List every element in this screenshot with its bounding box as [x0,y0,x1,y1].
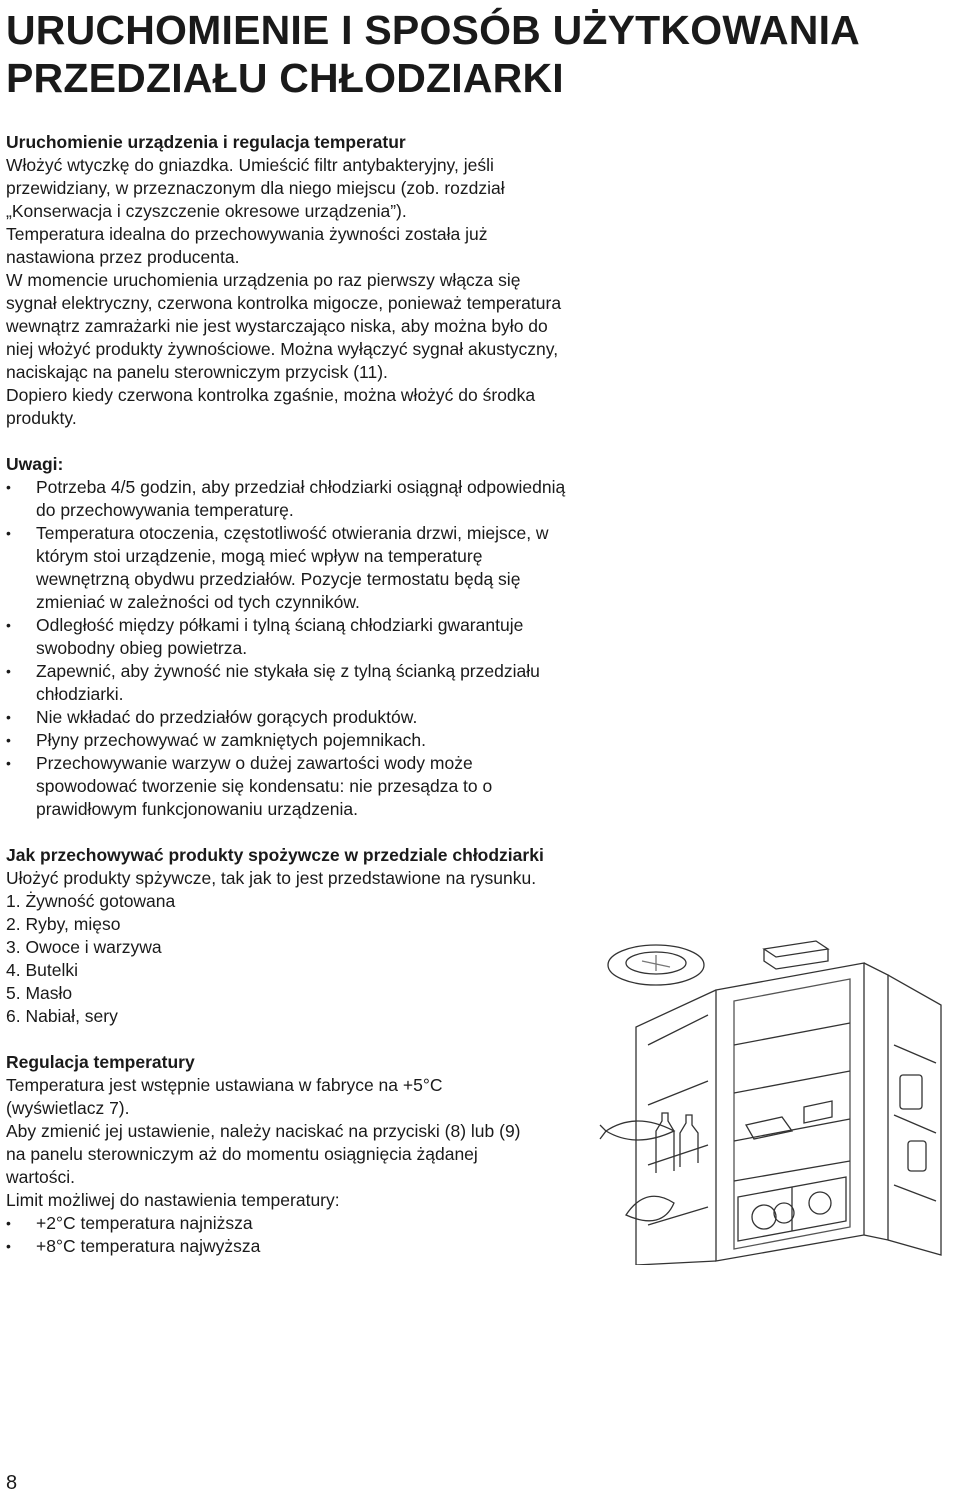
list-item-line: spowodować tworzenie się kondensatu: nie przesądza to o [36,776,493,796]
list-item: 3. Owoce i warzywa [6,937,162,957]
text-line: Włożyć wtyczkę do gniazdka. Umieścić filtr antybakteryjny, jeśli [6,155,494,175]
text-line: na panelu sterowniczym aż do momentu osiągnięcia żądanej [6,1144,478,1164]
list-item-line: • Odległość między półkami i tylną ścianą chłodziarki gwarantuje [36,615,524,635]
list-item-line: • Przechowywanie warzyw o dużej zawartości wody może [36,753,473,773]
text-line: produkty. [6,408,77,428]
list-item: • +2°C temperatura najniższa [6,1212,626,1235]
list-item: 4. Butelki [6,960,78,980]
list-item [6,614,626,660]
page-number: 8 [6,1472,18,1494]
list-item-line: wewnętrzną obydwu przedziałów. Pozycje termostatu będą się [36,569,521,589]
list-item: 2. Ryby, mięso [6,914,121,934]
page-title-line-2: PRZEDZIAŁU CHŁODZIARKI [6,55,564,101]
fridge-drawing [596,935,950,1265]
text-line: Ułożyć produkty spżywcze, tak jak to jest przedstawione na rysunku. [6,868,537,888]
text-line: Aby zmienić jej ustawienie, należy naciskać na przyciski (8) lub (9) [6,1121,521,1141]
text-line: sygnał elektryczny, czerwona kontrolka migocze, ponieważ temperatura [6,293,562,313]
text-line: niej włożyć produkty żywnościowe. Można wyłączyć sygnał akustyczny, [6,339,559,359]
list-item [6,476,626,522]
page-title-line-1: URUCHOMIENIE I SPOSÓB UŻYTKOWANIA [6,7,860,53]
door-right [888,975,941,1255]
list-item [6,706,626,729]
text-line: (wyświetlacz 7). [6,1098,130,1118]
list-item-line: • Zapewnić, aby żywność nie stykała się z tylną ścianką przedziału [36,661,540,681]
list-item-line: prawidłowym funkcjonowaniu urządzenia. [36,799,358,819]
list-item [6,752,626,821]
spacer [6,821,626,844]
spacer [6,430,626,453]
list-item-line: chłodziarki. [36,684,124,704]
text-line: Limit możliwej do nastawienia temperatury: [6,1190,340,1210]
section-heading-storage: Jak przechowywać produkty spożywcze w przedziale chłodziarki [6,845,544,865]
text-line: naciskając na panelu sterowniczym przycisk (11). [6,362,388,382]
list-item-line: którym stoi urządzenie, mogą mieć wpływ na temperaturę [36,546,483,566]
list-item: • +8°C temperatura najwyższa [6,1235,626,1258]
cabinet-side [864,963,888,1240]
list-item-line: • Nie wkładać do przedziałów gorących produktów. [36,707,418,727]
list-item: 6. Nabiał, sery [6,1006,118,1026]
text-line: „Konserwacja i czyszczenie okresowe urządzenia”). [6,201,407,221]
storage-list [6,890,626,1028]
list-item [6,522,626,614]
list-item-line: • Potrzeba 4/5 godzin, aby przedział chłodziarki osiągnął odpowiednią [36,477,566,497]
text-line: W momencie uruchomienia urządzenia po raz pierwszy włącza się [6,270,521,290]
page-title [6,6,956,102]
list-item-line: zmieniać w zależności od tych czynników. [36,592,360,612]
list-item: 5. Masło [6,983,73,1003]
text-line: nastawiona przez producenta. [6,247,240,267]
list-item-line: do przechowywania temperaturę. [36,500,294,520]
notes-list [6,476,626,821]
list-item: 1. Żywność gotowana [6,891,176,911]
section-heading-notes: Uwagi: [6,454,64,474]
section-heading-regulation: Regulacja temperatury [6,1052,195,1072]
text-line: Temperatura jest wstępnie ustawiana w fabryce na +5°C [6,1075,443,1095]
list-item-line: • Płyny przechowywać w zamkniętych pojemnikach. [36,730,427,750]
section-heading-startup: Uruchomienie urządzenia i regulacja temperatur [6,132,406,152]
list-item-line: swobodny obieg powietrza. [36,638,248,658]
fridge-illustration [596,935,950,1265]
text-line: wewnątrz zamrażarki nie jest wystarczająco niska, aby można było do [6,316,548,336]
list-item [6,660,626,706]
text-line: Dopiero kiedy czerwona kontrolka zgaśnie, można włożyć do środka [6,385,536,405]
spacer [6,1028,626,1051]
list-item-line: • Temperatura otoczenia, częstotliwość otwierania drzwi, miejsce, w [36,523,549,543]
main-content [6,131,626,1258]
limits-list [6,1212,626,1258]
list-item [6,729,626,752]
text-line: wartości. [6,1167,76,1187]
text-line: Temperatura idealna do przechowywania żywności została już [6,224,488,244]
text-line: przewidziany, w przeznaczonym dla niego miejscu (zob. rozdział [6,178,505,198]
